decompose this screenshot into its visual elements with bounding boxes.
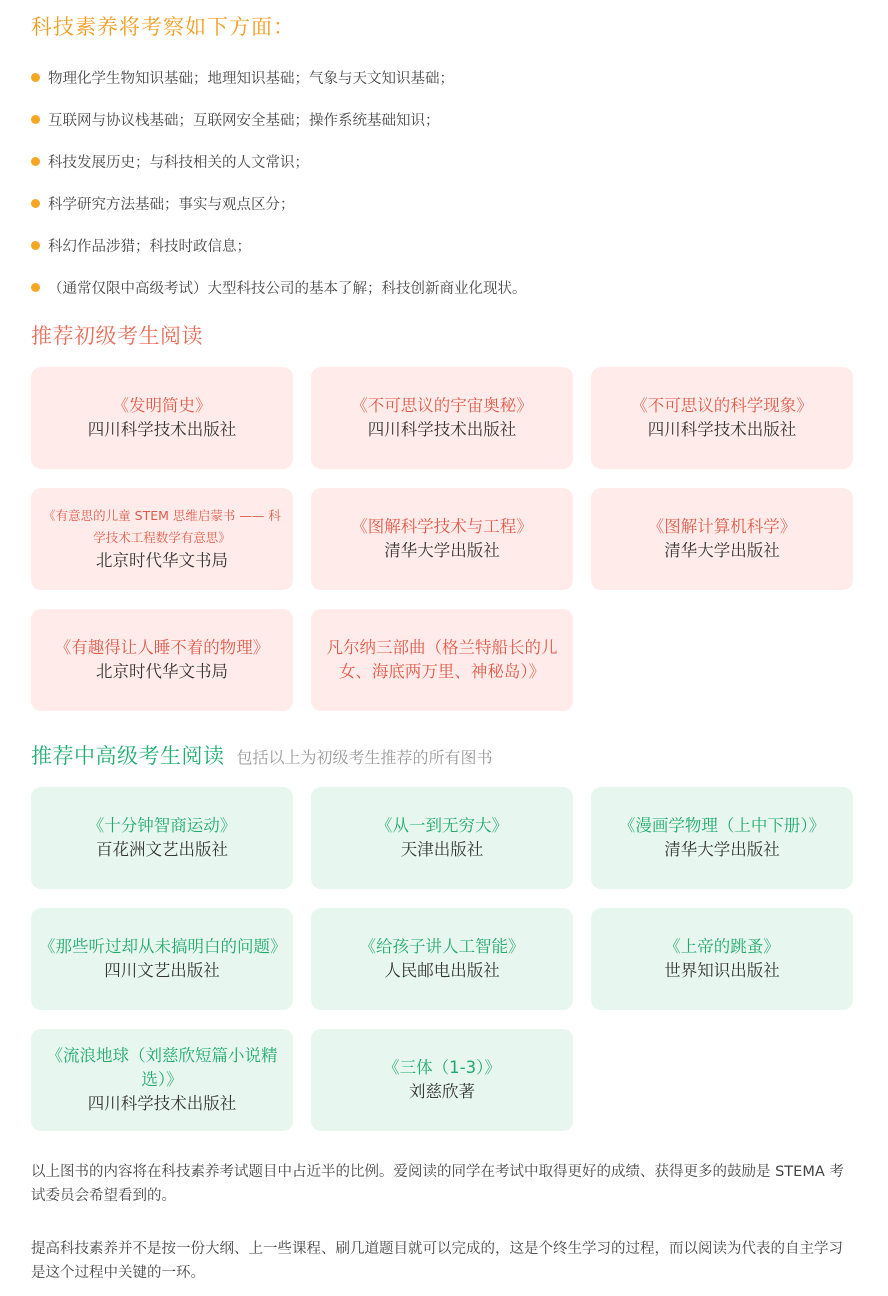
book-card [311, 787, 573, 889]
book-card [31, 908, 293, 1010]
book-title: 《那些听过却从未搞明白的问题》 [39, 937, 287, 956]
advanced-reading-subtitle: 包括以上为初级考生推荐的所有图书 [236, 748, 493, 767]
bullet-dot-icon [31, 115, 40, 124]
book-publisher: 四川科学技术出版社 [87, 420, 237, 439]
book-publisher: 刘慈欣著 [409, 1082, 475, 1101]
bullet-dot-icon [31, 199, 40, 208]
book-publisher: 北京时代华文书局 [96, 662, 228, 681]
list-item [31, 224, 527, 266]
page-title: 科技素养将考察如下方面： [31, 15, 295, 39]
book-title: 凡尔纳三部曲（格兰特船长的儿女、海底两万里、神秘岛）》 [326, 638, 558, 681]
book-title: 《图解科学技术与工程》 [351, 517, 533, 536]
book-title: 《有意思的儿童 STEM 思维启蒙书 —— 科学技术工程数学有意思》 [43, 508, 281, 545]
book-publisher: 清华大学出版社 [664, 541, 780, 560]
book-publisher: 四川文艺出版社 [104, 961, 220, 980]
book-card [31, 609, 293, 711]
bullet-dot-icon [31, 241, 40, 250]
closing-paragraph: 提高科技素养并不是按一份大纲、上一些课程、刷几道题目就可以完成的，这是个终生学习的过程，而以阅读为代表的自主学习是这个过程中关键的一环。 [31, 1241, 843, 1281]
book-publisher: 人民邮电出版社 [384, 961, 500, 980]
book-publisher: 北京时代华文书局 [96, 551, 228, 570]
book-card [591, 488, 853, 590]
bullet-dot-icon [31, 157, 40, 166]
book-publisher: 四川科学技术出版社 [87, 1094, 237, 1113]
book-publisher: 四川科学技术出版社 [367, 420, 517, 439]
list-item [31, 266, 527, 308]
book-title: 《十分钟智商运动》 [87, 816, 237, 835]
list-item [31, 182, 527, 224]
book-title: 《有趣得让人睡不着的物理》 [54, 638, 270, 657]
topic-text: 科幻作品涉猎；科技时政信息； [48, 238, 251, 255]
topic-text: 科技发展历史；与科技相关的人文常识； [48, 154, 309, 171]
basic-reading-title: 推荐初级考生阅读 [31, 324, 203, 348]
closing-paragraph: 以上图书的内容将在科技素养考试题目中占近半的比例。爱阅读的同学在考试中取得更好的成绩、获得更多的鼓励是 STEMA 考试委员会希望看到的。 [31, 1164, 844, 1204]
book-publisher: 百花洲文艺出版社 [96, 840, 228, 859]
list-item [31, 56, 527, 98]
topic-text: 科学研究方法基础；事实与观点区分； [48, 196, 295, 213]
book-card [31, 787, 293, 889]
book-publisher: 清华大学出版社 [384, 541, 500, 560]
topic-text: 互联网与协议栈基础；互联网安全基础；操作系统基础知识； [48, 112, 440, 129]
book-title: 《图解计算机科学》 [647, 517, 797, 536]
book-card [31, 367, 293, 469]
topic-text: 物理化学生物知识基础；地理知识基础；气象与天文知识基础； [48, 70, 454, 87]
book-title: 《上帝的跳蚤》 [664, 937, 780, 956]
book-card [591, 787, 853, 889]
book-title: 《从一到无穷大》 [376, 816, 508, 835]
book-publisher: 世界知识出版社 [664, 961, 780, 980]
book-title: 《给孩子讲人工智能》 [359, 937, 525, 956]
book-card [311, 1029, 573, 1131]
book-publisher: 四川科学技术出版社 [647, 420, 797, 439]
topic-text: （通常仅限中高级考试）大型科技公司的基本了解；科技创新商业化现状。 [48, 280, 527, 297]
list-item [31, 98, 527, 140]
list-item [31, 140, 527, 182]
book-title: 《漫画学物理（上中下册）》 [618, 816, 826, 835]
book-title: 《发明简史》 [112, 396, 212, 415]
book-card [591, 367, 853, 469]
book-title: 《三体（1-3）》 [383, 1058, 501, 1077]
book-title: 《不可思议的宇宙奥秘》 [351, 396, 533, 415]
book-publisher: 天津出版社 [400, 840, 484, 859]
book-card [311, 367, 573, 469]
book-title: 《流浪地球（刘慈欣短篇小说精选）》 [46, 1046, 278, 1089]
book-card [591, 908, 853, 1010]
topic-list [31, 56, 527, 308]
advanced-reading-heading [31, 740, 493, 770]
book-card [311, 908, 573, 1010]
book-card [31, 1029, 293, 1131]
bullet-dot-icon [31, 73, 40, 82]
book-card [311, 609, 573, 711]
book-card [31, 488, 293, 590]
advanced-reading-title: 推荐中高级考生阅读 [31, 744, 225, 768]
bullet-dot-icon [31, 283, 40, 292]
book-publisher: 清华大学出版社 [664, 840, 780, 859]
book-title: 《不可思议的科学现象》 [631, 396, 813, 415]
book-card [311, 488, 573, 590]
